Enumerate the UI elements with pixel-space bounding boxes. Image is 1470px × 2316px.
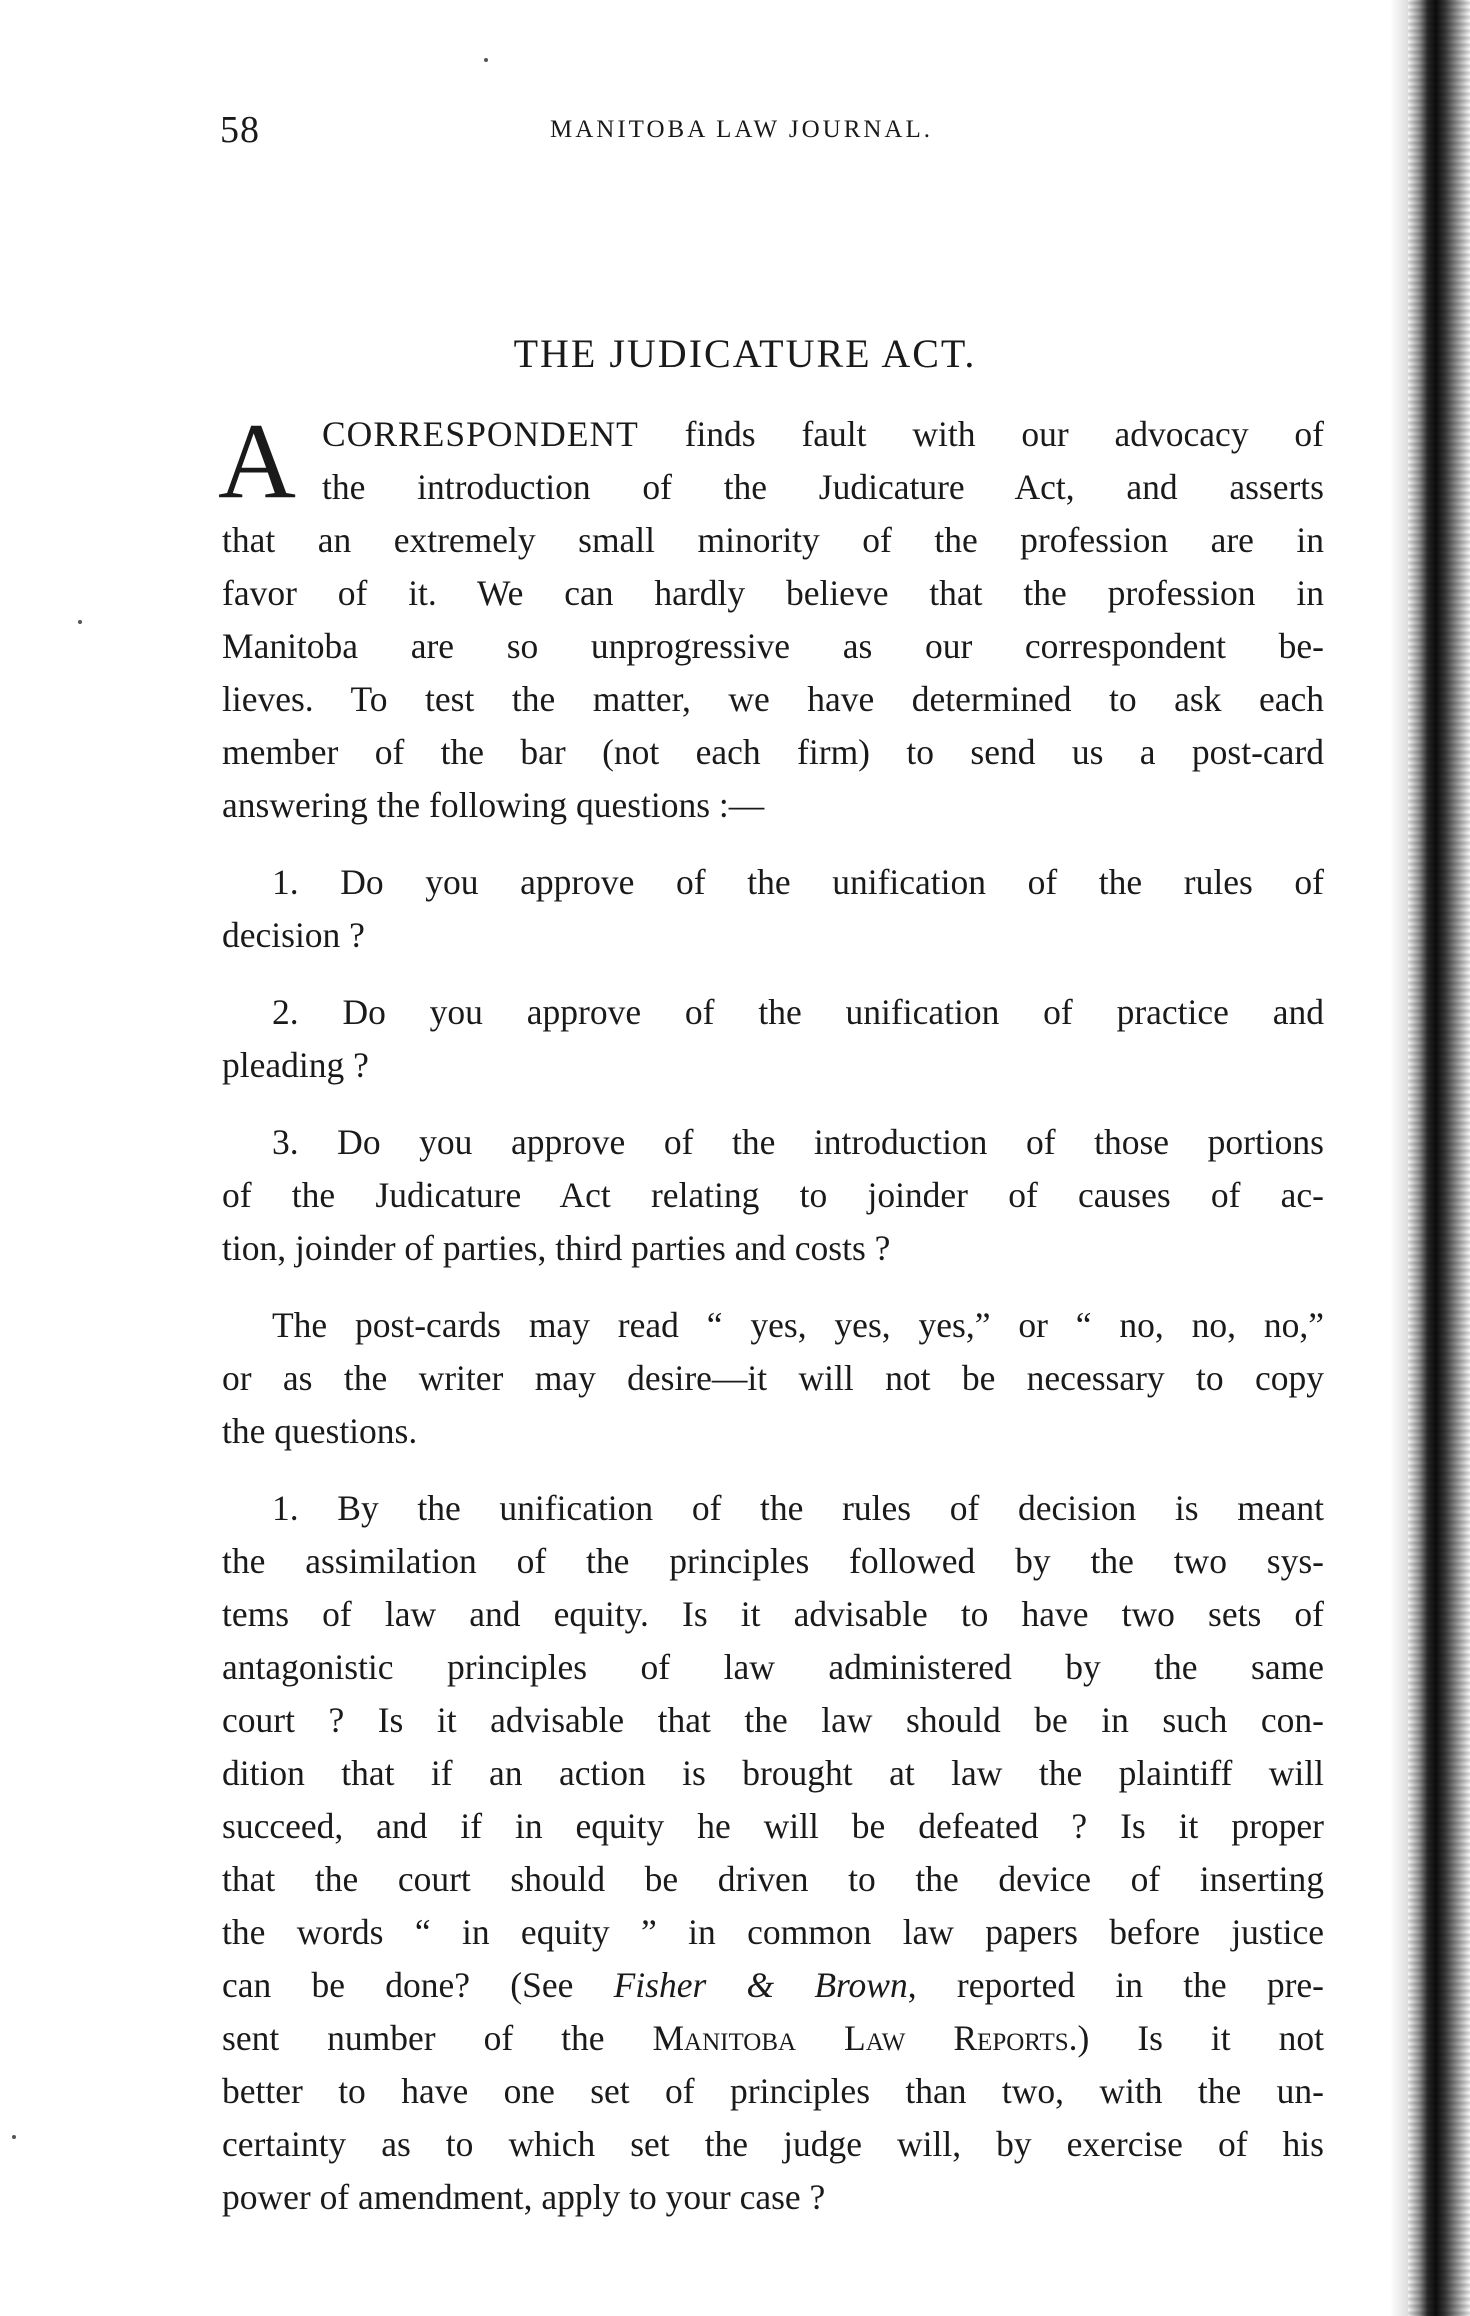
text-line: or as the writer may desire—it will not be necessary to copy bbox=[222, 1358, 1324, 1398]
article-title: THE JUDICATURE ACT. bbox=[513, 331, 977, 376]
text-line: better to have one set of principles than two, with the un- bbox=[222, 2071, 1324, 2111]
text-line: the questions. bbox=[222, 1411, 418, 1451]
text-fragment: , reported in the pre- bbox=[907, 1965, 1324, 2005]
paragraph-gap bbox=[222, 832, 1324, 856]
text-line: favor of it. We can hardly believe that the profession in bbox=[222, 573, 1324, 613]
text-line: answering the following questions :— bbox=[222, 785, 765, 825]
text-line: 2. Do you approve of the unification of practice and bbox=[272, 992, 1324, 1032]
reports-citation: Manitoba Law Reports. bbox=[652, 2018, 1078, 2058]
text-line: dition that if an action is brought at law the plaintiff will bbox=[222, 1753, 1324, 1793]
text-line: tems of law and equity. Is it advisable to have two sets of bbox=[222, 1594, 1324, 1634]
page-number: 58 bbox=[220, 109, 260, 151]
text-fragment: sent number of the bbox=[222, 2018, 653, 2058]
text-line bbox=[222, 1959, 1324, 2012]
text-line: 1. By the unification of the rules of decision is meant bbox=[272, 1488, 1324, 1528]
text-line: antagonistic principles of law administered by the same bbox=[222, 1647, 1324, 1687]
text-line: tion, joinder of parties, third parties and costs ? bbox=[222, 1228, 891, 1268]
text-line: the words “ in equity ” in common law papers before justice bbox=[222, 1912, 1324, 1952]
drop-cap: A bbox=[218, 402, 296, 521]
paragraph-gap bbox=[222, 1092, 1324, 1116]
text-line: lieves. To test the matter, we have determined to ask each bbox=[222, 679, 1324, 719]
journal-name: MANITOBA LAW JOURNAL. bbox=[550, 116, 933, 143]
text-line: court ? Is it advisable that the law should be in such con- bbox=[222, 1700, 1324, 1740]
scan-speck bbox=[12, 2135, 16, 2139]
text-line: the assimilation of the principles followed by the two sys- bbox=[222, 1541, 1324, 1581]
question-2 bbox=[222, 986, 1324, 1092]
text-line: member of the bar (not each firm) to send us a post-card bbox=[222, 732, 1324, 772]
text-line: 1. Do you approve of the unification of the rules of bbox=[272, 862, 1324, 902]
text-line: 3. Do you approve of the introduction of those portions bbox=[272, 1122, 1324, 1162]
paragraph-gap bbox=[222, 962, 1324, 986]
text-line: pleading ? bbox=[222, 1045, 369, 1085]
opening-paragraph bbox=[218, 402, 1324, 832]
article-body bbox=[218, 402, 1324, 2224]
text-fragment: ) Is it not bbox=[1077, 2018, 1324, 2058]
postcard-paragraph bbox=[222, 1299, 1324, 1458]
text-line: that an extremely small minority of the profession are in bbox=[222, 520, 1324, 560]
text-line: The post-cards may read “ yes, yes, yes,” or “ no, no, no,” bbox=[272, 1305, 1324, 1345]
text-line: succeed, and if in equity he will be defeated ? Is it proper bbox=[222, 1806, 1324, 1846]
question-3 bbox=[222, 1116, 1324, 1275]
text-line: of the Judicature Act relating to joinder of causes of ac- bbox=[222, 1175, 1324, 1215]
text-fragment: finds fault with our advocacy of bbox=[638, 414, 1324, 454]
text-line: that the court should be driven to the device of inserting bbox=[222, 1859, 1324, 1899]
text-line: the introduction of the Judicature Act, and asserts bbox=[322, 467, 1324, 507]
text-line: decision ? bbox=[222, 915, 365, 955]
paragraph-gap bbox=[222, 1458, 1324, 1482]
scan-speck bbox=[78, 620, 82, 624]
question-1 bbox=[222, 856, 1324, 962]
text-line: certainty as to which set the judge will, by exercise of his bbox=[222, 2124, 1324, 2164]
running-head bbox=[220, 108, 1320, 152]
text-line bbox=[222, 408, 1324, 461]
text-line: Manitoba are so unprogressive as our correspondent be- bbox=[222, 626, 1324, 666]
scan-speck bbox=[484, 58, 488, 62]
lead-caps: CORRESPONDENT bbox=[322, 414, 639, 454]
text-fragment: can be done? (See bbox=[222, 1965, 614, 2005]
paragraph-gap bbox=[222, 1275, 1324, 1299]
case-citation: Fisher & Brown bbox=[613, 1965, 908, 2005]
text-line: power of amendment, apply to your case ? bbox=[222, 2177, 826, 2217]
text-line bbox=[222, 2012, 1324, 2065]
explanation-paragraph-1 bbox=[222, 1482, 1324, 2224]
